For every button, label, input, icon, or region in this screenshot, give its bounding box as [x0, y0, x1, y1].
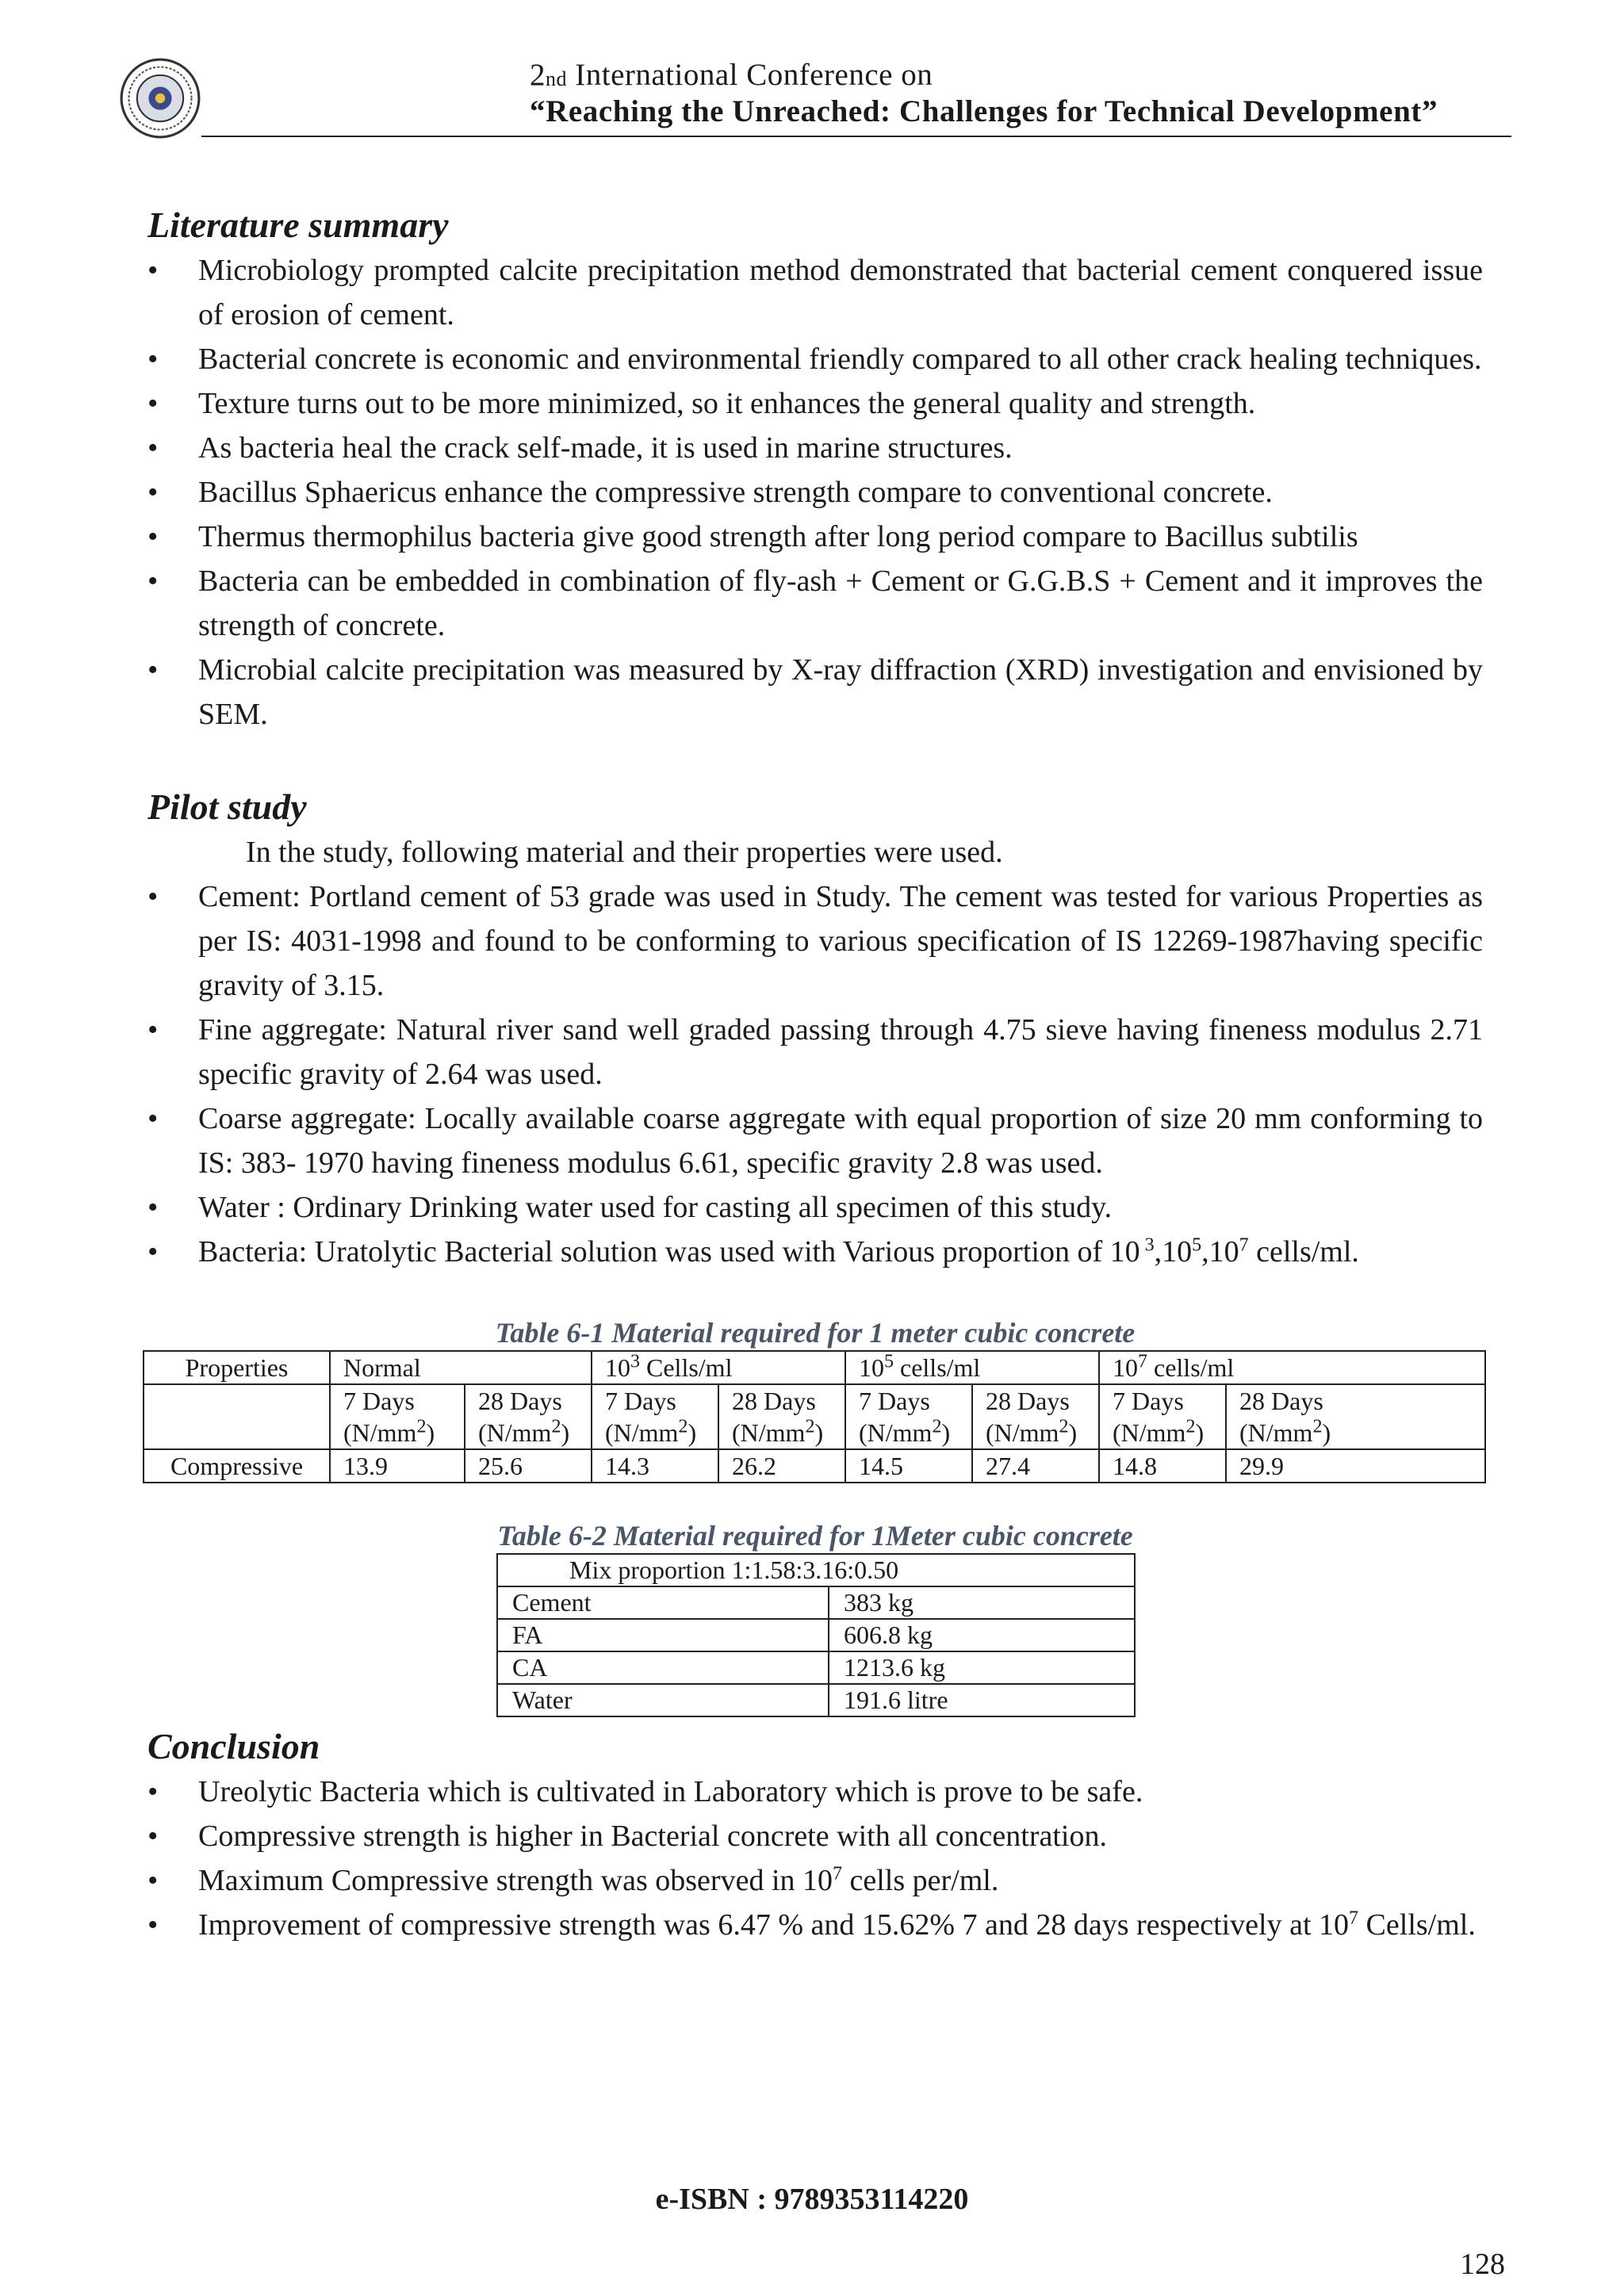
header-cell: $10^7$ cells/ml: [1099, 1351, 1485, 1384]
list-item: • Bacterial concrete is economic and environmental friendly compared to all other crack healing techniques.: [147, 342, 1482, 376]
list-item: • As bacteria heal the crack self-made, it is used in marine structures.: [147, 431, 1013, 465]
table-cell: Cement: [497, 1586, 829, 1619]
header-cell: 7 Days $(N/mm^2)$: [845, 1384, 972, 1449]
page-header: [0, 0, 1624, 143]
table-header-row: [144, 1351, 1485, 1384]
table-row: [497, 1684, 1135, 1716]
list-item: • Microbiology prompted calcite precipitation method demonstrated that bacterial cement conquered issue of erosion of cement.: [147, 254, 1483, 331]
table2-caption: Table 6-2 Material required for 1Meter cubic concrete: [497, 1520, 1133, 1552]
table-cell: CA: [497, 1651, 829, 1684]
pilot-study-list: [147, 874, 1483, 1274]
header-cell: 28 Days $(N/mm^2)$: [465, 1384, 592, 1449]
list-item: • Thermus thermophilus bacteria give good strength after long period compare to Bacillus subtilis: [147, 520, 1358, 553]
header-cell: Mix proportion 1:1.58:3.16:0.50: [497, 1554, 1135, 1586]
table-row: [144, 1449, 1485, 1483]
table-cell: 14.8: [1099, 1449, 1226, 1483]
table-cell: 26.2: [718, 1449, 845, 1483]
list-item: • Bacteria: Uratolytic Bacterial solution was used with Various proportion of 10 $^3,10^5,10^7$ cells/ml.: [147, 1234, 1359, 1269]
table-cell: 14.3: [592, 1449, 718, 1483]
table-cell: FA: [497, 1619, 829, 1651]
page-content: [147, 202, 1483, 1947]
table-row: [497, 1651, 1135, 1684]
table-subheader-row: [144, 1384, 1485, 1449]
table-cell: 27.4: [972, 1449, 1099, 1483]
mix-proportion-table: [496, 1553, 1136, 1717]
literature-summary-list: [147, 248, 1483, 737]
list-item: • Coarse aggregate: Locally available coarse aggregate with equal proportion of size 20 mm conforming to IS: 383- 1970 having fineness modulus 6.61, specific gravity 2.8 was used.: [147, 1102, 1483, 1180]
pilot-study-intro: In the study, following material and their properties were used.: [246, 836, 1003, 869]
header-cell: 28 Days $(N/mm^2)$: [718, 1384, 845, 1449]
table-row: [497, 1586, 1135, 1619]
row-label-cell: Compressive: [144, 1449, 330, 1483]
table-header-row: [497, 1554, 1135, 1586]
list-item: • Bacteria can be embedded in combination of fly-ash + Cement or G.G.B.S + Cement and it improves the strength of concrete.: [147, 564, 1483, 642]
list-item: • Cement: Portland cement of 53 grade was used in Study. The cement was tested for various Properties as per IS: 4031-1998 and found to be conforming to various specification of IS 12269-1987having specific gravity of 3.15.: [147, 880, 1483, 1002]
list-item: • Fine aggregate: Natural river sand well graded passing through 4.75 sieve having fineness modulus 2.71 specific gravity of 2.64 was used.: [147, 1013, 1483, 1091]
header-cell: Properties: [144, 1351, 330, 1384]
table-cell: 606.8 kg: [829, 1619, 1135, 1651]
list-item: • Water : Ordinary Drinking water used for casting all specimen of this study.: [147, 1191, 1113, 1224]
list-item: • Texture turns out to be more minimized, so it enhances the general quality and strength.: [147, 387, 1256, 420]
conference-logo-icon: [119, 57, 201, 140]
list-item: • Ureolytic Bacteria which is cultivated in Laboratory which is prove to be safe.: [147, 1775, 1143, 1808]
header-cell: 28 Days $(N/mm^2)$: [972, 1384, 1099, 1449]
list-item: • Microbial calcite precipitation was measured by X-ray diffraction (XRD) investigation and envisioned by SEM.: [147, 653, 1483, 731]
list-item: • Compressive strength is higher in Bacterial concrete with all concentration.: [147, 1820, 1107, 1853]
list-item: • Bacillus Sphaericus enhance the compressive strength compare to conventional concrete.: [147, 476, 1273, 509]
header-divider: [201, 136, 1511, 137]
header-cell: $10^5$ cells/ml: [845, 1351, 1099, 1384]
table-cell: 191.6 litre: [829, 1684, 1135, 1716]
pilot-study-heading: Pilot study: [147, 786, 307, 827]
table-cell: 13.9: [330, 1449, 465, 1483]
table-cell: Water: [497, 1684, 829, 1716]
table-cell: 1213.6 kg: [829, 1651, 1135, 1684]
header-cell: 7 Days $(N/mm^2)$: [330, 1384, 465, 1449]
page-number: 128: [1460, 2248, 1505, 2281]
table1-caption: Table 6-1 Material required for 1 meter cubic concrete: [495, 1317, 1136, 1349]
table-cell: [144, 1384, 330, 1449]
header-cell: 28 Days $(N/mm^2)$: [1226, 1384, 1485, 1449]
table-cell: 25.6: [465, 1449, 592, 1483]
footer-isbn: e-ISBN : 9789353114220: [655, 2183, 969, 2216]
table-cell: 14.5: [845, 1449, 972, 1483]
header-cell: 7 Days $(N/mm^2)$: [592, 1384, 718, 1449]
conclusion-list: [147, 1770, 1483, 1947]
table-row: [497, 1619, 1135, 1651]
literature-summary-heading: Literature summary: [147, 205, 449, 245]
header-cell: Normal: [330, 1351, 592, 1384]
list-item: • Maximum Compressive strength was observed in $10^7$ cells per/ml.: [147, 1863, 999, 1897]
table-cell: 29.9: [1226, 1449, 1485, 1483]
conference-theme: “Reaching the Unreached: Challenges for Technical Development”: [530, 94, 1438, 128]
table-cell: 383 kg: [829, 1586, 1135, 1619]
list-item: • Improvement of compressive strength was 6.47 % and 15.62% 7 and 28 days respectively at $10^7$ Cells/ml.: [147, 1908, 1476, 1942]
conference-title: $2_{nd}$ International Conference on: [530, 58, 933, 92]
header-cell: 7 Days $(N/mm^2)$: [1099, 1384, 1226, 1449]
conclusion-heading: Conclusion: [147, 1726, 320, 1766]
compressive-strength-table: [143, 1350, 1486, 1483]
header-cell: $10^3$ Cells/ml: [592, 1351, 845, 1384]
